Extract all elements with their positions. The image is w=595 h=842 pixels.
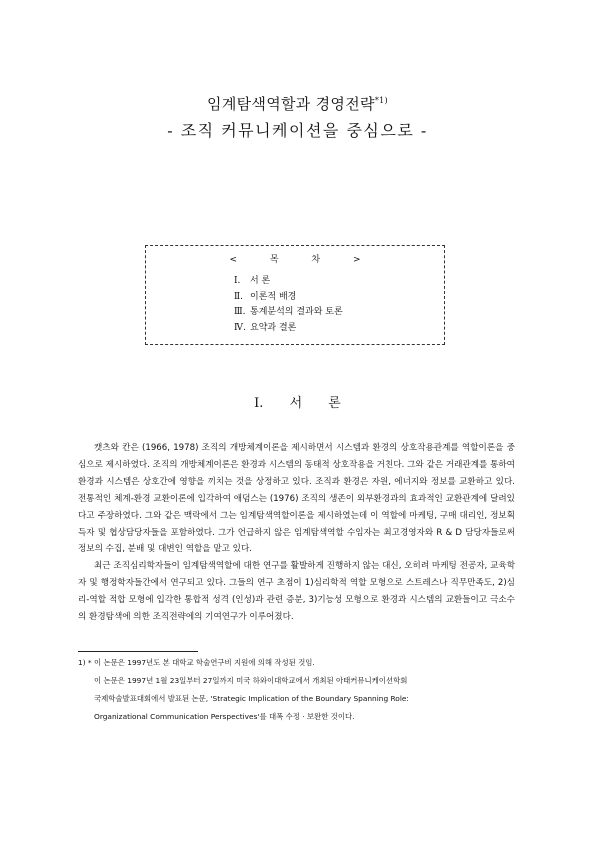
table-of-contents [145, 245, 445, 345]
footnote-line: Organizational Communication Perspectives'를 대폭 수정 · 보완한 것이다. [94, 712, 355, 721]
paper-subtitle: - 조직 커뮤니케이션을 중심으로 - [167, 121, 428, 140]
footnote-line: 국제학술발표대회에서 발표된 논문, 'Strategic Implication of the Boundary Spanning Role: [94, 694, 409, 703]
footnote-divider [78, 651, 198, 652]
toc-item [234, 274, 343, 290]
toc-item-number: Ⅳ. [234, 322, 246, 333]
toc-item-label: 이론적 배경 [250, 291, 297, 302]
footnote-line: 1) * 이 논문은 1997년도 본 대학교 학술연구비 지원에 의해 작성된 것임. [78, 658, 315, 667]
paper-title [0, 93, 595, 114]
toc-list [234, 274, 343, 336]
body-text [78, 440, 515, 626]
toc-item [234, 321, 343, 337]
toc-item-number: Ⅱ. [234, 291, 243, 302]
paper-title-text: 임계탐색역할과 경영전략 [207, 95, 375, 113]
toc-item-label: 서 론 [250, 276, 271, 286]
section-heading: Ⅰ. 서 론 [254, 396, 341, 411]
toc-item [234, 290, 343, 306]
toc-item-number: Ⅰ. [234, 276, 241, 286]
toc-item-label: 요약과 결론 [250, 322, 297, 333]
footnote-line: 이 논문은 1997년 1월 23일부터 27일까지 미국 하와이대학교에서 개최된 아태커뮤니케이션학회 [94, 676, 408, 685]
paragraph: 최근 조직심리학자들이 임계탐색역할에 대한 연구를 활발하게 진행하지 않는 대신, 오히려 마케팅 전공자, 교육학자 및 행정학자들간에서 연구되고 있다. 그들의 연구 초점이 1)심리학적 역할 모형으로 스트레스나 직무만족도, 2)심리-역할 적합 모형에 입각한 통합적 성격 (인성)과 관련 증분, 3)기능성 모형으로 환경과 시스템의 교환들이고 극소수의 환경탐색에 의한 조직전략에의 기여연구가 이루어졌다. [78, 561, 515, 623]
toc-item-label: 통계분석의 결과와 토론 [250, 307, 343, 317]
toc-item-number: Ⅲ. [234, 307, 246, 317]
footnote-marker: *1) [374, 96, 388, 105]
toc-heading: < 목 차 > [229, 255, 361, 265]
toc-item [234, 305, 343, 321]
paragraph: 캣츠와 칸은 (1966, 1978) 조직의 개방체계이론을 제시하면서 시스템과 환경의 상호작용관계를 역할이론을 중심으로 제시하였다. 조직의 개방체계이론은 환경과 시스템의 동태적 상호작용을 거친다. 그와 같은 거래관계를 통하여 환경과 시스템은 상호간에 영향을 끼치는 것을 상정하고 있다. 조직과 환경은 자원, 에너지와 정보를 교환하고 있다. 전통적인 체계-환경 교환이론에 입각하여 애덤스는 (1976) 조직의 생존이 외부환경과의 효과적인 교환관계에 달려있다고 주장하였다. 그와 같은 맥락에서 그는 임계탐색역할이론을 제시하였는데 이 역할에 마케팅, 구매 대리인, 정보획득자 및 협상담당자들을 포함하였다. 그가 언급하지 않은 임계탐색역할 수임자는 최고경영자와 R & D 담당자들로써 정보의 수집, 분배 및 대변인 역할을 맡고 있다. [78, 443, 515, 555]
footnote [78, 654, 515, 726]
